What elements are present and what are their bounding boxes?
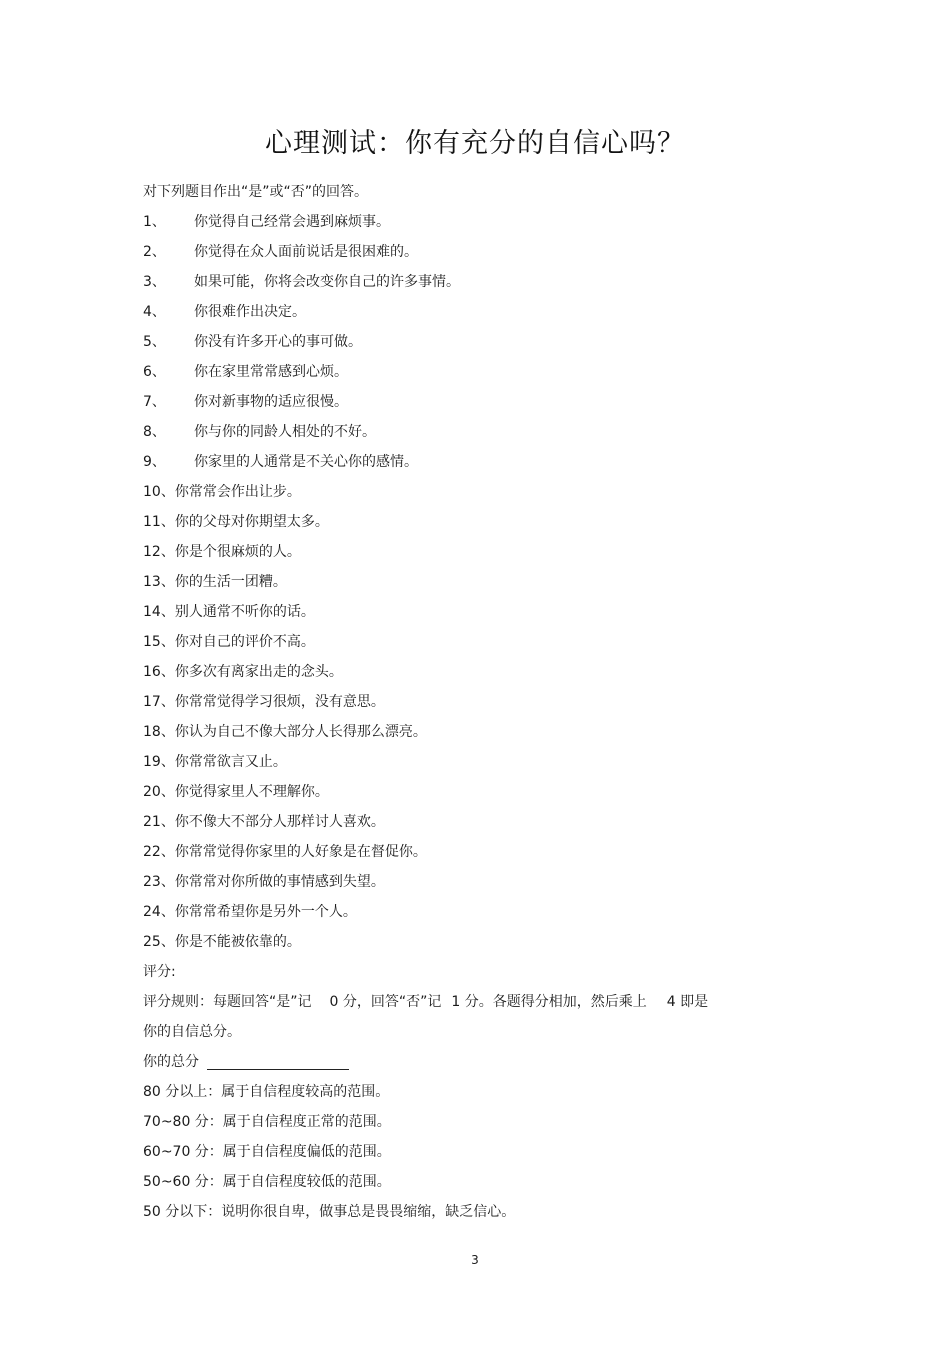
question-text: 你认为自己不像大部分人长得那么漂亮。 (174, 724, 427, 740)
question-number: 11、 (143, 514, 175, 530)
question-text: 你常常欲言又止。 (174, 754, 287, 770)
instruction-text: 对下列题目作出“是”或“否”的回答。 (143, 184, 369, 200)
question-item (143, 717, 813, 747)
question-text: 你与你的同龄人相处的不好。 (194, 424, 376, 440)
question-text: 你没有许多开心的事可做。 (194, 334, 362, 350)
question-number: 12、 (143, 544, 175, 560)
result-list (143, 1077, 813, 1227)
question-number: 2、 (143, 244, 166, 260)
question-number: 20、 (143, 784, 175, 800)
question-item (143, 747, 813, 777)
question-item (143, 537, 813, 567)
question-number: 4、 (143, 304, 166, 320)
question-text: 你不像大不部分人那样讨人喜欢。 (174, 814, 385, 830)
question-number: 16、 (143, 664, 175, 680)
question-number: 3、 (143, 274, 166, 290)
total-score-row (143, 1047, 813, 1077)
question-item (143, 567, 813, 597)
result-item: 70~80 分：属于自信程度正常的范围。 (143, 1114, 391, 1130)
question-text: 你家里的人通常是不关心你的感情。 (194, 454, 418, 470)
question-item (143, 417, 813, 447)
scoring-rule-part: 1 分。各题得分相加，然后乘上 (451, 994, 647, 1010)
scoring-rule-continued: 你的自信总分。 (143, 1024, 241, 1040)
question-item (143, 207, 813, 237)
question-text: 你的父母对你期望太多。 (174, 514, 329, 530)
question-item (143, 507, 813, 537)
scoring-rule-part: 评分规则：每题回答“是”记 (143, 994, 312, 1010)
question-item (143, 387, 813, 417)
question-text: 你常常觉得学习很烦，没有意思。 (174, 694, 385, 710)
question-item (143, 657, 813, 687)
question-number: 25、 (143, 934, 175, 950)
question-item (143, 867, 813, 897)
question-item (143, 807, 813, 837)
question-text: 你是不能被依靠的。 (174, 934, 301, 950)
question-item (143, 357, 813, 387)
result-item: 80 分以上：属于自信程度较高的范围。 (143, 1084, 390, 1100)
question-text: 你的生活一团糟。 (174, 574, 287, 590)
question-text: 别人通常不听你的话。 (174, 604, 315, 620)
result-item: 50~60 分：属于自信程度较低的范围。 (143, 1174, 391, 1190)
question-item (143, 777, 813, 807)
question-item (143, 597, 813, 627)
question-number: 17、 (143, 694, 175, 710)
total-score-blank[interactable] (207, 1051, 349, 1070)
scoring-rule (143, 987, 813, 1017)
question-number: 5、 (143, 334, 166, 350)
question-item (143, 447, 813, 477)
question-number: 7、 (143, 394, 166, 410)
result-item: 60~70 分：属于自信程度偏低的范围。 (143, 1144, 391, 1160)
question-number: 8、 (143, 424, 166, 440)
question-text: 你多次有离家出走的念头。 (174, 664, 343, 680)
page-title: 心理测试：你有充分的自信心吗？ (265, 128, 685, 159)
question-number: 13、 (143, 574, 175, 590)
question-number: 10、 (143, 484, 175, 500)
question-number: 18、 (143, 724, 175, 740)
page-number: 3 (471, 1253, 479, 1267)
question-text: 如果可能，你将会改变你自己的许多事情。 (194, 274, 460, 290)
question-text: 你常常对你所做的事情感到失望。 (174, 874, 385, 890)
question-text: 你常常会作出让步。 (174, 484, 301, 500)
question-text: 你对自己的评价不高。 (174, 634, 315, 650)
question-item (143, 627, 813, 657)
question-number: 15、 (143, 634, 175, 650)
question-number: 14、 (143, 604, 175, 620)
scoring-heading: 评分: (143, 964, 176, 980)
question-number: 24、 (143, 904, 175, 920)
question-text: 你在家里常常感到心烦。 (194, 364, 348, 380)
question-number: 19、 (143, 754, 175, 770)
question-item (143, 477, 813, 507)
question-text: 你觉得在众人面前说话是很困难的。 (194, 244, 418, 260)
question-item (143, 327, 813, 357)
question-text: 你觉得家里人不理解你。 (174, 784, 329, 800)
question-item (143, 297, 813, 327)
question-item (143, 267, 813, 297)
question-item (143, 687, 813, 717)
scoring-rule-part: 0 分，回答“否”记 (329, 994, 442, 1010)
document-body (143, 177, 813, 1227)
question-number: 23、 (143, 874, 175, 890)
scoring-rule-part: 4 即是 (666, 994, 709, 1010)
question-item (143, 237, 813, 267)
question-text: 你是个很麻烦的人。 (174, 544, 301, 560)
total-score-label: 你的总分 (143, 1054, 199, 1070)
question-text: 你常常希望你是另外一个人。 (174, 904, 357, 920)
question-number: 22、 (143, 844, 175, 860)
question-list (143, 207, 813, 957)
question-item (143, 897, 813, 927)
question-item (143, 837, 813, 867)
question-number: 6、 (143, 364, 166, 380)
result-item: 50 分以下：说明你很自卑，做事总是畏畏缩缩，缺乏信心。 (143, 1204, 516, 1220)
question-number: 9、 (143, 454, 166, 470)
question-item (143, 927, 813, 957)
question-text: 你觉得自己经常会遇到麻烦事。 (194, 214, 390, 230)
question-text: 你常常觉得你家里的人好象是在督促你。 (174, 844, 427, 860)
question-text: 你对新事物的适应很慢。 (194, 394, 348, 410)
question-number: 1、 (143, 214, 166, 230)
question-text: 你很难作出决定。 (194, 304, 306, 320)
question-number: 21、 (143, 814, 175, 830)
